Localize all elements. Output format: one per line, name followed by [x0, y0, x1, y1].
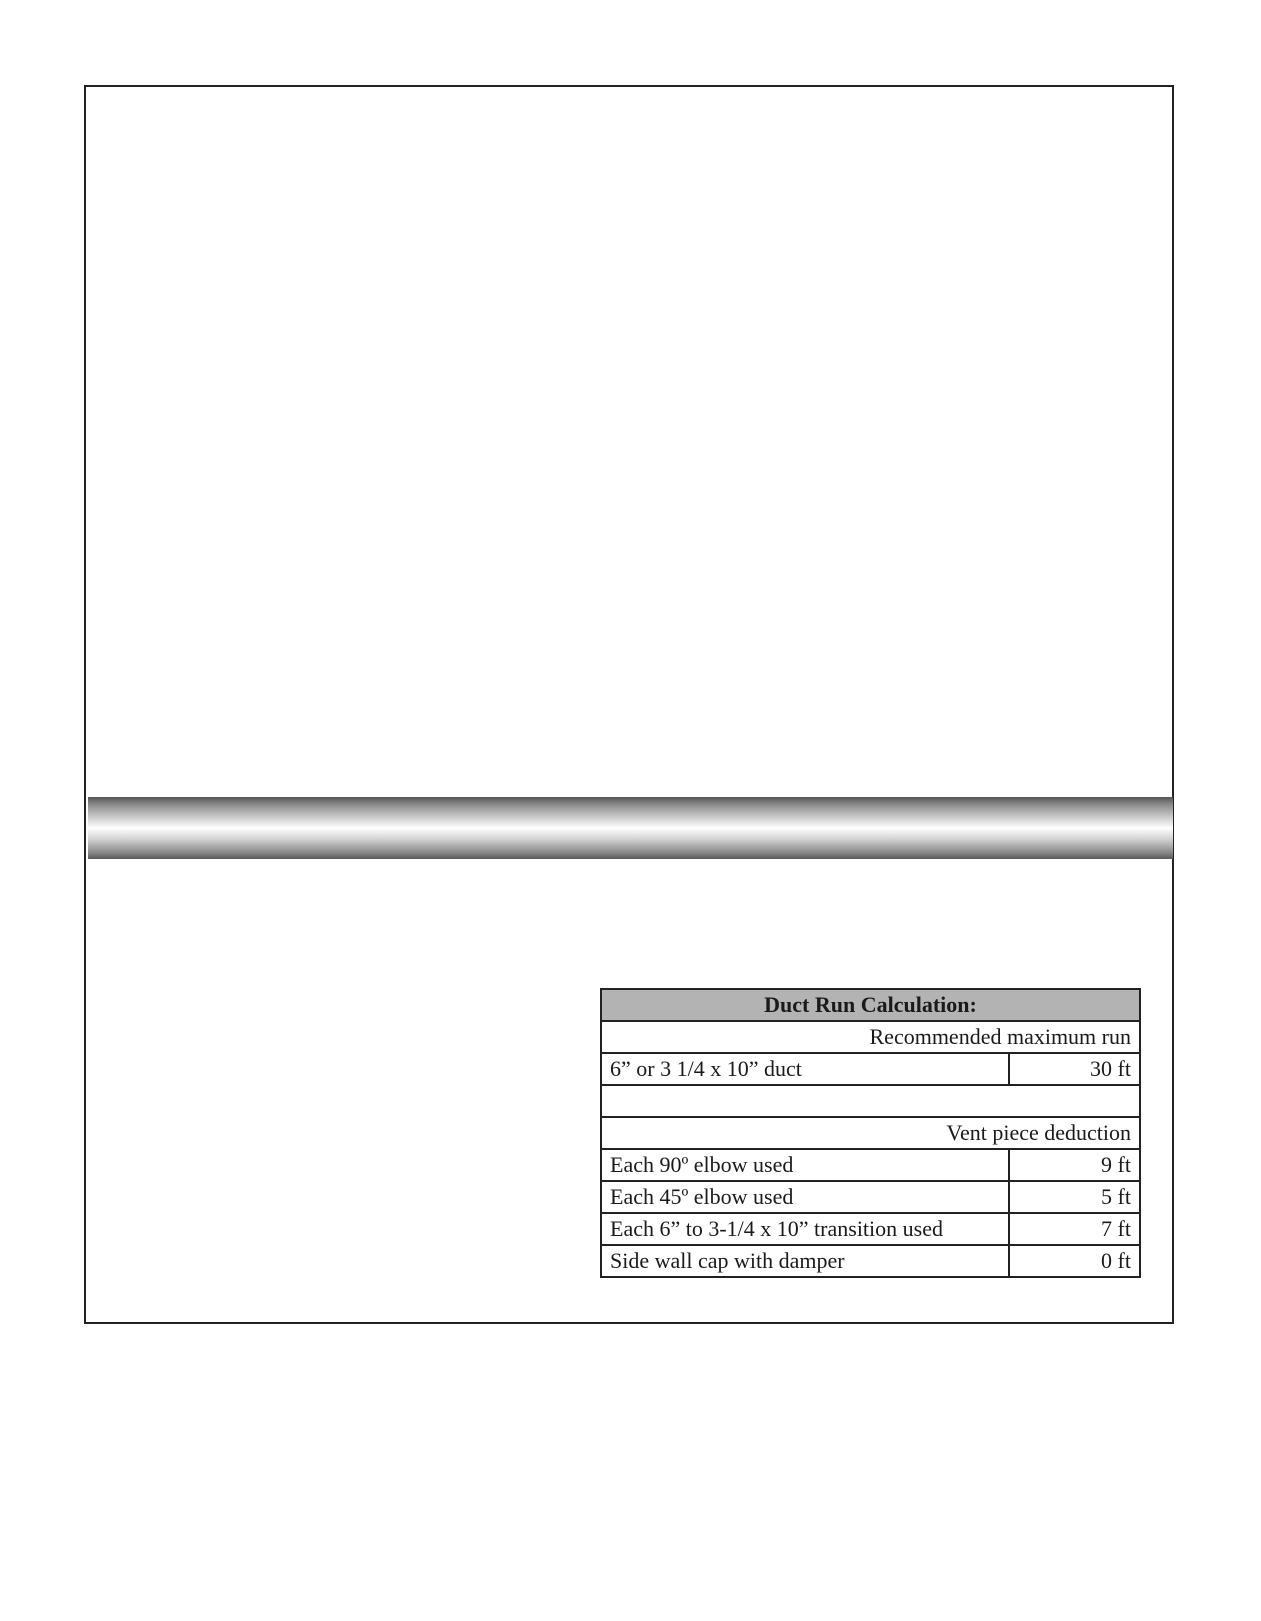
section-header-bar: [88, 797, 1173, 859]
table-row: [601, 1181, 1140, 1213]
table-title: Duct Run Calculation:: [601, 989, 1140, 1021]
row-value: 7 ft: [1009, 1213, 1140, 1245]
row-value: 9 ft: [1009, 1149, 1140, 1181]
row-value: 0 ft: [1009, 1245, 1140, 1277]
max-run-header-row: [601, 1021, 1140, 1053]
table-row: [601, 1053, 1140, 1085]
row-label: Each 90º elbow used: [601, 1149, 1009, 1181]
table-row: [601, 1149, 1140, 1181]
empty-cell: [601, 1085, 1140, 1117]
deduction-header: Vent piece deduction: [601, 1117, 1140, 1149]
table-title-row: [601, 989, 1140, 1021]
table-row: [601, 1245, 1140, 1277]
row-value: 30 ft: [1009, 1053, 1140, 1085]
empty-spacer-row: [601, 1085, 1140, 1117]
table-row: [601, 1213, 1140, 1245]
row-label: Each 6” to 3-1/4 x 10” transition used: [601, 1213, 1009, 1245]
duct-run-calculation-table: [600, 988, 1141, 1278]
row-label: 6” or 3 1/4 x 10” duct: [601, 1053, 1009, 1085]
max-run-header: Recommended maximum run: [601, 1021, 1140, 1053]
row-value: 5 ft: [1009, 1181, 1140, 1213]
deduction-header-row: [601, 1117, 1140, 1149]
row-label: Each 45º elbow used: [601, 1181, 1009, 1213]
row-label: Side wall cap with damper: [601, 1245, 1009, 1277]
